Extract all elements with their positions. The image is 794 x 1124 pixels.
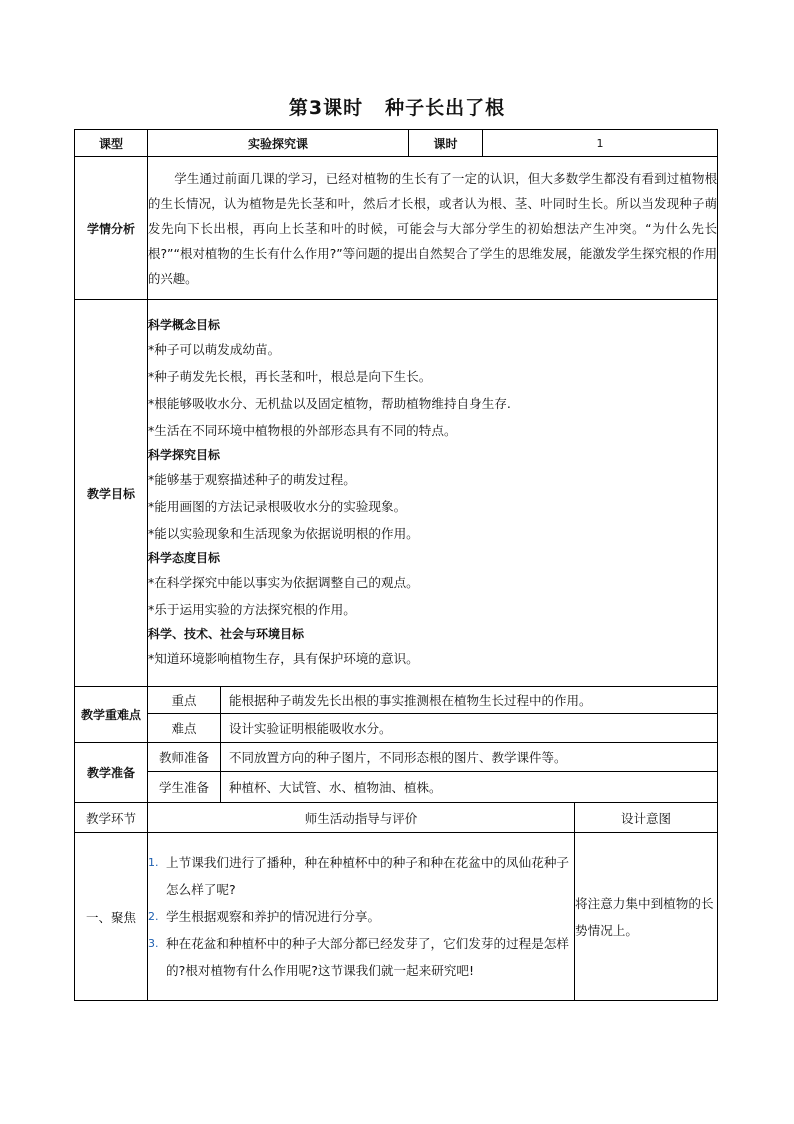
preparation-label: 教学准备 bbox=[75, 743, 148, 803]
period-label: 课时 bbox=[409, 130, 483, 157]
goal-item: *根能够吸收水分、无机盐以及固定植物，帮助植物维持自身生存. bbox=[148, 396, 511, 411]
goal-item: *种子萌发先长根，再长茎和叶，根总是向下生长。 bbox=[148, 369, 432, 384]
key-point-label: 重点 bbox=[148, 687, 221, 714]
goals-row bbox=[75, 300, 718, 687]
goal-item: *能够基于观察描述种子的萌发过程。 bbox=[148, 472, 356, 487]
goal-item: *种子可以萌发成幼苗。 bbox=[148, 342, 281, 357]
title-lesson-name: 种子长出了根 bbox=[385, 97, 506, 119]
lesson-type-value: 实验探究课 bbox=[148, 130, 409, 157]
analysis-row bbox=[75, 157, 718, 300]
step-number: 1. bbox=[148, 856, 159, 869]
lesson-plan-table bbox=[74, 129, 718, 1001]
col-activity-header: 师生活动指导与评价 bbox=[148, 803, 575, 833]
stage-label: 一、聚焦 bbox=[75, 833, 148, 1001]
student-prep-row bbox=[75, 772, 718, 803]
teacher-prep-text: 不同放置方向的种子图片，不同形态根的图片、教学课件等。 bbox=[221, 743, 718, 772]
step-number: 2. bbox=[148, 910, 159, 923]
col-intent-header: 设计意图 bbox=[575, 803, 718, 833]
inquiry-goal-heading: 科学探究目标 bbox=[148, 448, 221, 462]
goal-item: *在科学探究中能以事实为依据调整自己的观点。 bbox=[148, 575, 419, 590]
page-title bbox=[0, 93, 794, 120]
teacher-prep-row bbox=[75, 743, 718, 772]
goal-item: *知道环境影响植物生存，具有保护环境的意识。 bbox=[148, 651, 419, 666]
goal-item: *生活在不同环境中植物根的外部形态具有不同的特点。 bbox=[148, 423, 457, 438]
concept-goal-heading: 科学概念目标 bbox=[148, 318, 221, 332]
design-intent-text: 将注意力集中到植物的长势情况上。 bbox=[575, 833, 718, 1001]
process-header-row bbox=[75, 803, 718, 833]
difficult-point-label: 难点 bbox=[148, 714, 221, 743]
step-text: 种在花盆和种植杯中的种子大部分都已经发芽了，它们发芽的过程是怎样的?根对植物有什么作用呢?这节课我们就一起来研究吧! bbox=[166, 936, 569, 978]
teacher-prep-label: 教师准备 bbox=[148, 743, 221, 772]
key-point-row bbox=[75, 687, 718, 714]
student-prep-label: 学生准备 bbox=[148, 772, 221, 803]
activity-cell bbox=[148, 833, 575, 1001]
difficult-point-text: 设计实验证明根能吸收水分。 bbox=[221, 714, 718, 743]
lesson-type-row bbox=[75, 130, 718, 157]
goal-item: *乐于运用实验的方法探究根的作用。 bbox=[148, 602, 356, 617]
sts-goal-heading: 科学、技术、社会与环境目标 bbox=[148, 627, 305, 641]
goals-label: 教学目标 bbox=[75, 300, 148, 687]
key-point-text: 能根据种子萌发先长出根的事实推测根在植物生长过程中的作用。 bbox=[221, 687, 718, 714]
lesson-type-label: 课型 bbox=[75, 130, 148, 157]
step-text: 学生根据观察和养护的情况进行分享。 bbox=[166, 909, 381, 924]
step-number: 3. bbox=[148, 937, 159, 950]
analysis-cell bbox=[148, 157, 718, 300]
activity-step bbox=[148, 930, 574, 984]
goal-item: *能以实验现象和生活现象为依据说明根的作用。 bbox=[148, 526, 419, 541]
student-prep-text: 种植杯、大试管、水、植物油、植株。 bbox=[221, 772, 718, 803]
title-lesson-number: 第3课时 bbox=[288, 97, 364, 119]
period-value: 1 bbox=[483, 130, 718, 157]
step-text: 上节课我们进行了播种，种在种植杯中的种子和种在花盆中的凤仙花种子怎么样了呢? bbox=[166, 855, 569, 897]
stage-row bbox=[75, 833, 718, 1001]
goal-item: *能用画图的方法记录根吸收水分的实验现象。 bbox=[148, 499, 407, 514]
difficult-point-row bbox=[75, 714, 718, 743]
activity-step bbox=[148, 849, 574, 903]
key-points-label: 教学重难点 bbox=[75, 687, 148, 743]
analysis-text: 学生通过前面几课的学习，已经对植物的生长有了一定的认识，但大多数学生都没有看到过植物根的生长情况，认为植物是先长茎和叶，然后才长根，或者认为根、茎、叶同时生长。所以当发现种子萌发先向下长出根，再向上长茎和叶的时候，可能会与大部分学生的初始想法产生冲突。“为什么先长根?”“根对植物的生长有什么作用?”等问题的提出自然契合了学生的思维发展，能激发学生探究根的作用的兴趣。 bbox=[148, 170, 718, 286]
attitude-goal-heading: 科学态度目标 bbox=[148, 551, 221, 565]
activity-step bbox=[148, 903, 574, 930]
analysis-label: 学情分析 bbox=[75, 157, 148, 300]
goals-cell bbox=[148, 300, 718, 687]
col-stage-header: 教学环节 bbox=[75, 803, 148, 833]
